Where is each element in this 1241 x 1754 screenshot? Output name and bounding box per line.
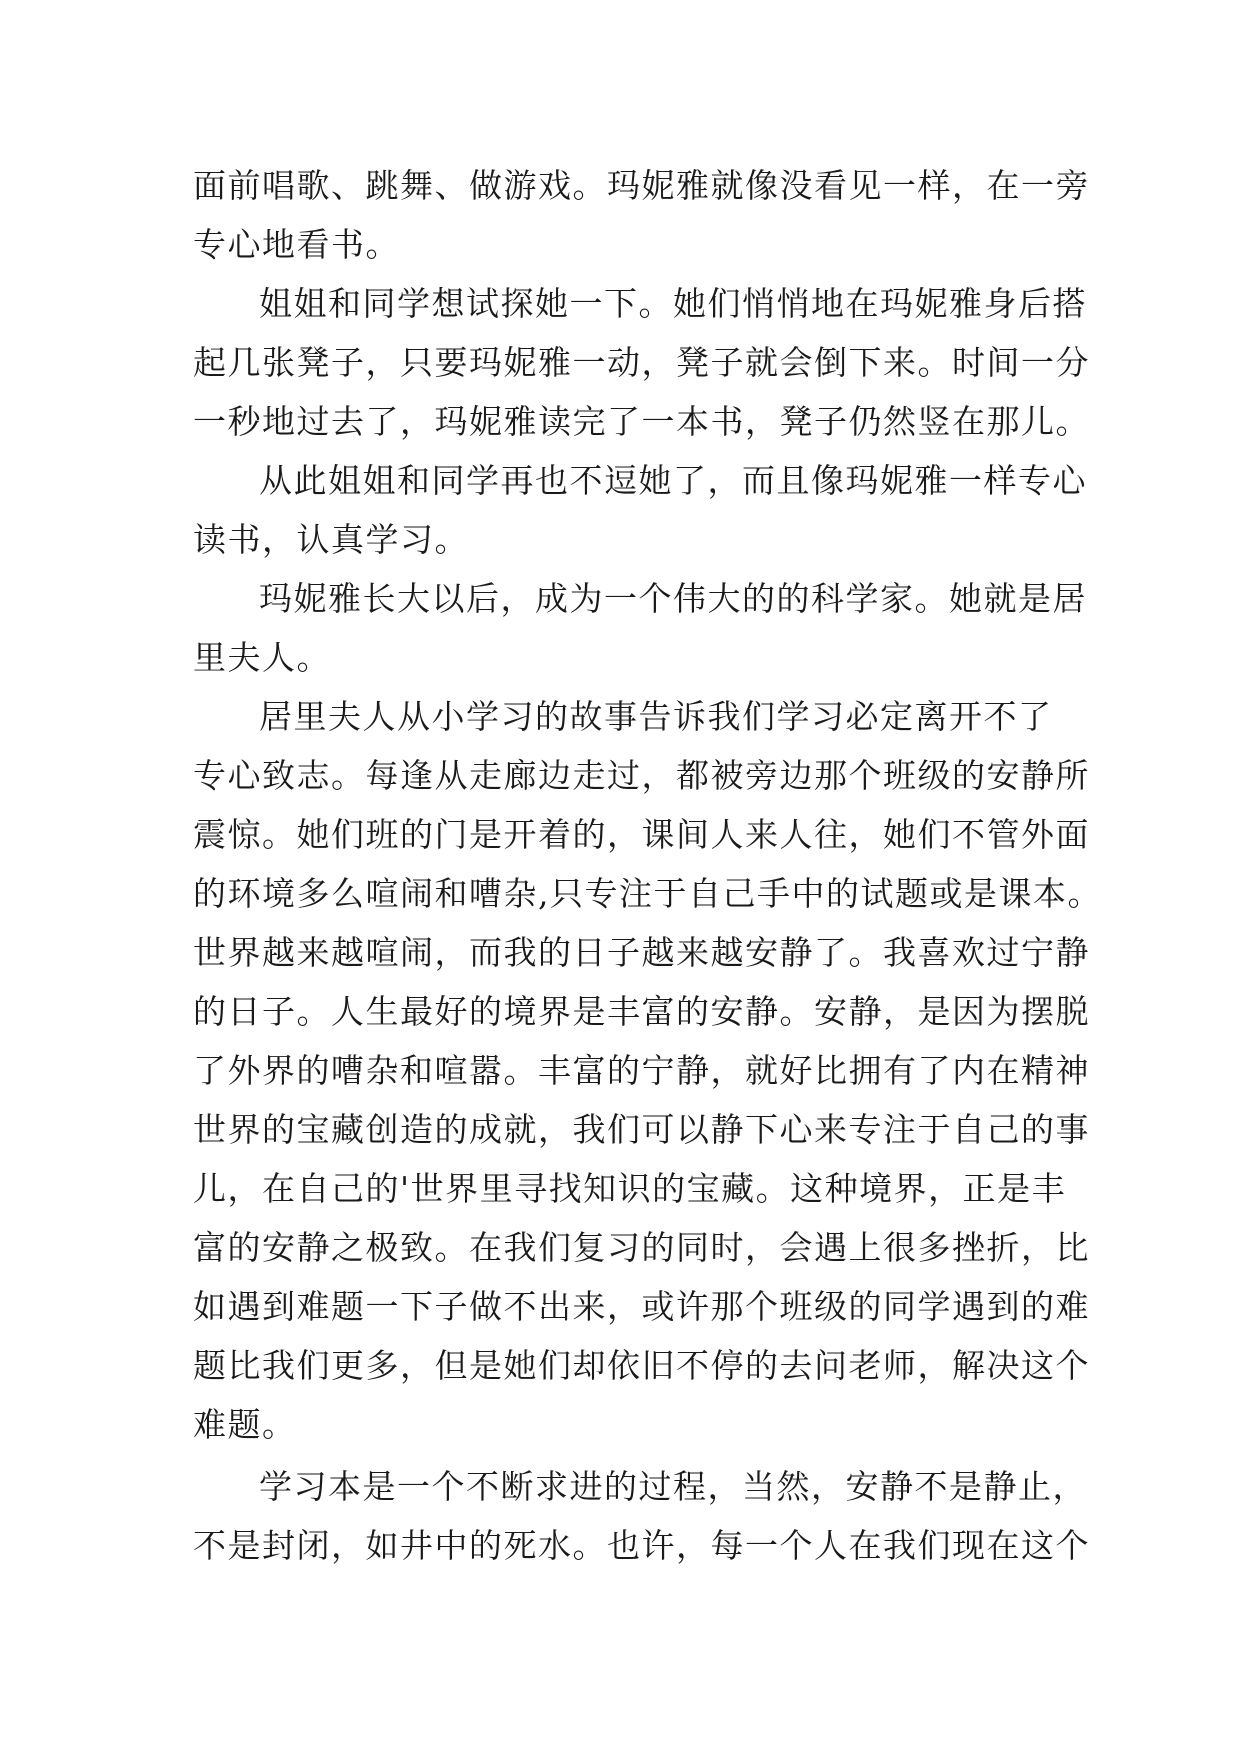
text-line: 富的安静之极致。在我们复习的同时，会遇上很多挫折，比 xyxy=(193,1228,1090,1267)
paragraph-first-line: 居里夫人从小学习的故事告诉我们学习必定离开不了 xyxy=(259,697,1053,736)
text-line: 世界的宝藏创造的成就，我们可以静下心来专注于自己的事 xyxy=(193,1110,1090,1149)
text-line: 读书，认真学习。 xyxy=(193,520,469,559)
text-line: 了外界的嘈杂和喧嚣。丰富的宁静，就好比拥有了内在精神 xyxy=(193,1051,1090,1090)
paragraph-first-line: 姐姐和同学想试探她一下。她们悄悄地在玛妮雅身后搭 xyxy=(259,284,1087,323)
text-line: 的日子。人生最好的境界是丰富的安静。安静，是因为摆脱 xyxy=(193,992,1090,1031)
paragraph-first-line: 从此姐姐和同学再也不逗她了，而且像玛妮雅一样专心 xyxy=(259,461,1087,500)
text-line: 如遇到难题一下子做不出来，或许那个班级的同学遇到的难 xyxy=(193,1287,1090,1326)
text-line: 题比我们更多，但是她们却依旧不停的去问老师，解决这个 xyxy=(193,1346,1090,1385)
text-line: 起几张凳子，只要玛妮雅一动，凳子就会倒下来。时间一分 xyxy=(193,343,1090,382)
paragraph-first-line: 玛妮雅长大以后，成为一个伟大的的科学家。她就是居 xyxy=(259,579,1087,618)
body-text xyxy=(193,156,1102,1575)
text-line: 难题。 xyxy=(193,1405,297,1444)
text-line: 儿，在自己的'世界里寻找知识的宝藏。这种境界，正是丰 xyxy=(193,1169,1067,1208)
text-line: 里夫人。 xyxy=(193,638,331,677)
text-line: 的环境多么喧闹和嘈杂,只专注于自己手中的试题或是课本。 xyxy=(193,874,1102,913)
text-line: 面前唱歌、跳舞、做游戏。玛妮雅就像没看见一样，在一旁 xyxy=(193,166,1090,205)
text-line: 专心致志。每逢从走廊边走过，都被旁边那个班级的安静所 xyxy=(193,756,1090,795)
text-line: 不是封闭，如井中的死水。也许，每一个人在我们现在这个 xyxy=(193,1526,1090,1565)
text-line: 专心地看书。 xyxy=(193,225,400,264)
text-line: 世界越来越喧闹，而我的日子越来越安静了。我喜欢过宁静 xyxy=(193,933,1090,972)
text-line: 震惊。她们班的门是开着的，课间人来人往，她们不管外面 xyxy=(193,815,1090,854)
text-line: 一秒地过去了，玛妮雅读完了一本书，凳子仍然竖在那儿。 xyxy=(193,402,1090,441)
paragraph-first-line: 学习本是一个不断求进的过程，当然，安静不是静止， xyxy=(259,1467,1087,1506)
